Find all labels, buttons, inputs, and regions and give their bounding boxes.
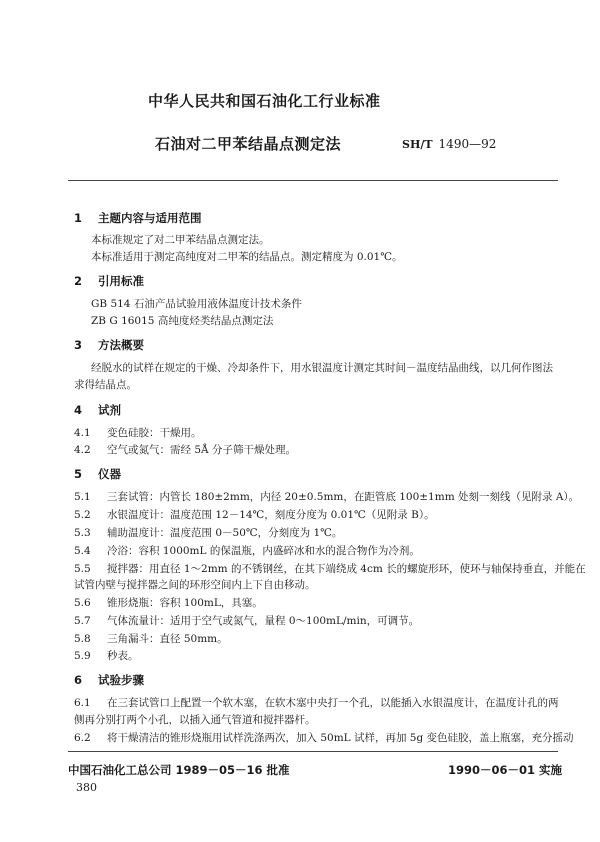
- standard-code-number: 1490—92: [438, 137, 497, 151]
- apparatus-item: 5.8 三角漏斗：直径 50mm。: [74, 633, 228, 645]
- header-divider: [68, 180, 558, 181]
- apparatus-item: 5.7 气体流量计：适用于空气或氮气，量程 0～100mL/min，可调节。: [74, 615, 420, 627]
- section-3-paragraph: 求得结晶点。: [74, 379, 137, 391]
- reagent-item: 4.1 变色硅胶：干燥用。: [74, 427, 202, 439]
- section-1-paragraph: 本标准适用于测定高纯度对二甲苯的结晶点。测定精度为 0.01℃。: [91, 251, 403, 263]
- standard-code: [402, 137, 496, 151]
- apparatus-item-continued: 试管内壁与搅拌器之间的环形空间内上下自由移动。: [74, 579, 316, 591]
- implementation-date: 1990－06－01 实施: [448, 763, 563, 777]
- procedure-item: 6.1 在三套试管口上配置一个软木塞，在软木塞中央打一个孔，以能插入水银温度计，在温度计孔的两: [74, 697, 559, 709]
- section-3-paragraph: 经脱水的试样在规定的干燥、冷却条件下，用水银温度计测定其时间－温度结晶曲线，以几何作图法: [91, 362, 553, 374]
- document-title: 石油对二甲苯结晶点测定法: [155, 135, 342, 153]
- section-1-heading: 1 主题内容与适用范围: [74, 211, 202, 225]
- procedure-item-continued: 侧再分别打两个小孔，以插入通气管道和搅拌器杆。: [74, 714, 316, 726]
- reference-item: ZB G 16015 高纯度烃类结晶点测定法: [91, 315, 274, 327]
- section-3-heading: 3 方法概要: [74, 338, 144, 352]
- section-5-heading: 5 仪器: [74, 467, 121, 481]
- procedure-item: 6.2 将干燥清洁的锥形烧瓶用试样洗涤两次，加入 50mL 试样，再加 5g 变色硅胶，盖上瓶塞，充分摇动: [74, 732, 574, 744]
- approval-line: 中国石油化工总公司 1989－05－16 批准: [68, 763, 290, 777]
- reagent-item: 4.2 空气或氮气：需经 5Å 分子筛干燥处理。: [74, 444, 296, 456]
- apparatus-item: 5.1 三套试管：内管长 180±2mm，内径 20±0.5mm，在距管底 100±1mm 处刻一刻线（见附录 A）。: [74, 491, 580, 503]
- apparatus-item: 5.9 秒表。: [74, 650, 139, 662]
- standard-code-prefix: SH/T: [402, 138, 433, 151]
- reference-item: GB 514 石油产品试验用液体温度计技术条件: [91, 298, 302, 310]
- apparatus-item: 5.6 锥形烧瓶：容积 100mL，具塞。: [74, 597, 263, 609]
- apparatus-item: 5.2 水银温度计：温度范围 12－14℃，刻度分度为 0.01℃（见附录 B）。: [74, 509, 435, 521]
- apparatus-item: 5.5 搅拌器：用直径 1～2mm 的不锈钢丝，在其下端绕成 4cm 长的螺旋形环，使环与轴保持垂直，并能在: [74, 563, 586, 575]
- page-number: 380: [76, 781, 97, 794]
- apparatus-item: 5.4 冷浴：容积 1000mL 的保温瓶，内盛碎冰和水的混合物作为冷剂。: [74, 545, 420, 557]
- footer-divider: [68, 751, 558, 752]
- section-6-heading: 6 试验步骤: [74, 673, 144, 687]
- section-1-paragraph: 本标准规定了对二甲苯结晶点测定法。: [91, 234, 270, 246]
- issuing-authority: 中华人民共和国石油化工行业标准: [148, 92, 381, 110]
- section-2-heading: 2 引用标准: [74, 274, 144, 288]
- section-4-heading: 4 试剂: [74, 403, 121, 417]
- apparatus-item: 5.3 辅助温度计：温度范围 0－50℃，分刻度为 1℃。: [74, 527, 343, 539]
